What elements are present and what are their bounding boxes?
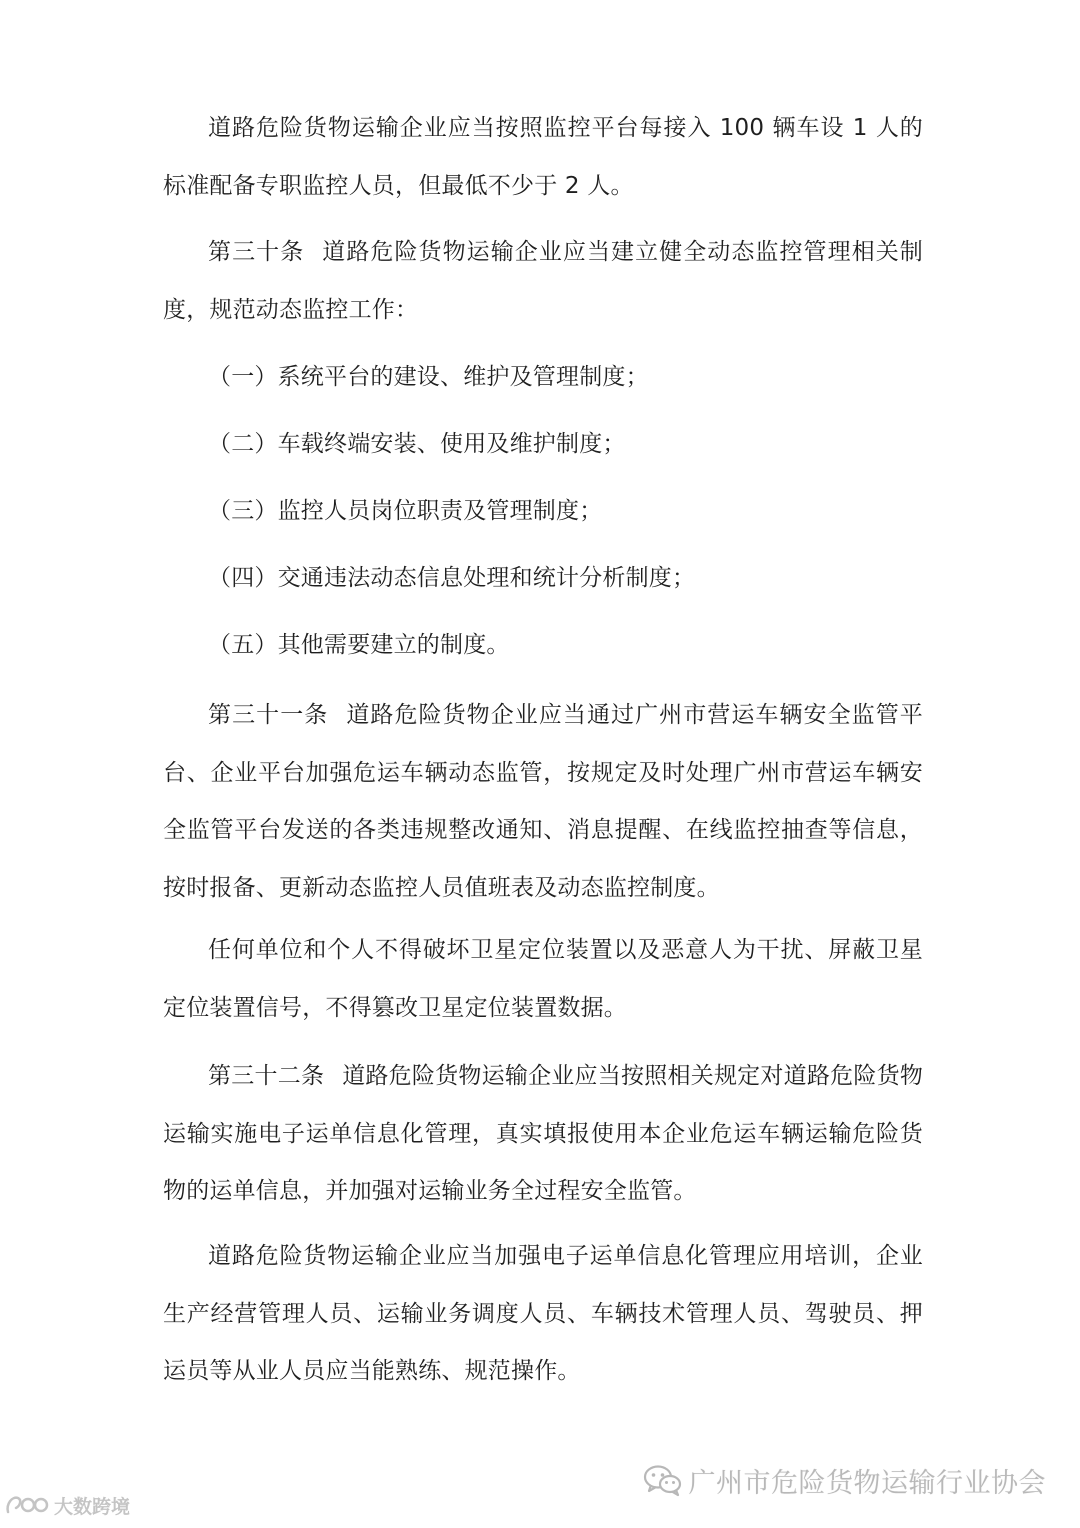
list-item-1 bbox=[163, 349, 923, 407]
paragraph-text: 任何单位和个人不得破坏卫星定位装置以及恶意人为干扰、屏蔽卫星定位装置信号，不得篡改卫星定位装置数据。 bbox=[163, 937, 923, 1021]
paragraph-article-30 bbox=[163, 224, 923, 339]
paragraph-text: 道路危险货物运输企业应当按照相关规定对道路危险货物运输实施电子运单信息化管理，真实填报使用本企业危运车辆运输危险货物的运单信息，并加强对运输业务全过程安全监管。 bbox=[163, 1063, 924, 1204]
site-watermark bbox=[4, 1488, 130, 1522]
wechat-icon bbox=[643, 1463, 683, 1497]
list-item-text: （二）车载终端安装、使用及维护制度； bbox=[208, 431, 626, 457]
wechat-account-name: 广州市危险货物运输行业协会 bbox=[688, 1467, 1046, 1499]
paragraph-monitor-staffing bbox=[163, 100, 923, 215]
paragraph-article-31 bbox=[163, 687, 923, 917]
list-item-3 bbox=[163, 483, 923, 541]
list-item-4 bbox=[163, 550, 923, 608]
article-number: 第三十一条 bbox=[208, 702, 329, 728]
paragraph-article-32 bbox=[163, 1048, 923, 1221]
site-logo-icon bbox=[4, 1492, 50, 1518]
list-item-text: （四）交通违法动态信息处理和统计分析制度； bbox=[208, 565, 696, 591]
wechat-account-watermark bbox=[643, 1458, 1047, 1502]
paragraph-text: 道路危险货物运输企业应当按照监控平台每接入 100 辆车设 1 人的标准配备专职监控人员，但最低不少于 2 人。 bbox=[163, 115, 923, 199]
list-item-5 bbox=[163, 617, 923, 675]
paragraph-gps-protection bbox=[163, 922, 923, 1037]
site-name: 大数跨境 bbox=[54, 1495, 131, 1518]
paragraph-text: 道路危险货物运输企业应当加强电子运单信息化管理应用培训，企业生产经营管理人员、运输业务调度人员、车辆技术管理人员、驾驶员、押运员等从业人员应当能熟练、规范操作。 bbox=[163, 1243, 923, 1384]
paragraph-text: 道路危险货物企业应当通过广州市营运车辆安全监管平台、企业平台加强危运车辆动态监管，按规定及时处理广州市营运车辆安全监管平台发送的各类违规整改通知、消息提醒、在线监控抽查等信息，按时报备、更新动态监控人员值班表及动态监控制度。 bbox=[163, 702, 923, 901]
list-item-text: （一）系统平台的建设、维护及管理制度； bbox=[208, 364, 649, 390]
paragraph-training bbox=[163, 1228, 923, 1401]
article-number: 第三十二条 bbox=[208, 1063, 325, 1089]
article-number: 第三十条 bbox=[208, 239, 305, 265]
list-item-text: （五）其他需要建立的制度。 bbox=[208, 632, 510, 658]
list-item-2 bbox=[163, 416, 923, 474]
paragraph-text: 道路危险货物运输企业应当建立健全动态监控管理相关制度，规范动态监控工作： bbox=[163, 239, 923, 323]
list-item-text: （三）监控人员岗位职责及管理制度； bbox=[208, 498, 603, 524]
